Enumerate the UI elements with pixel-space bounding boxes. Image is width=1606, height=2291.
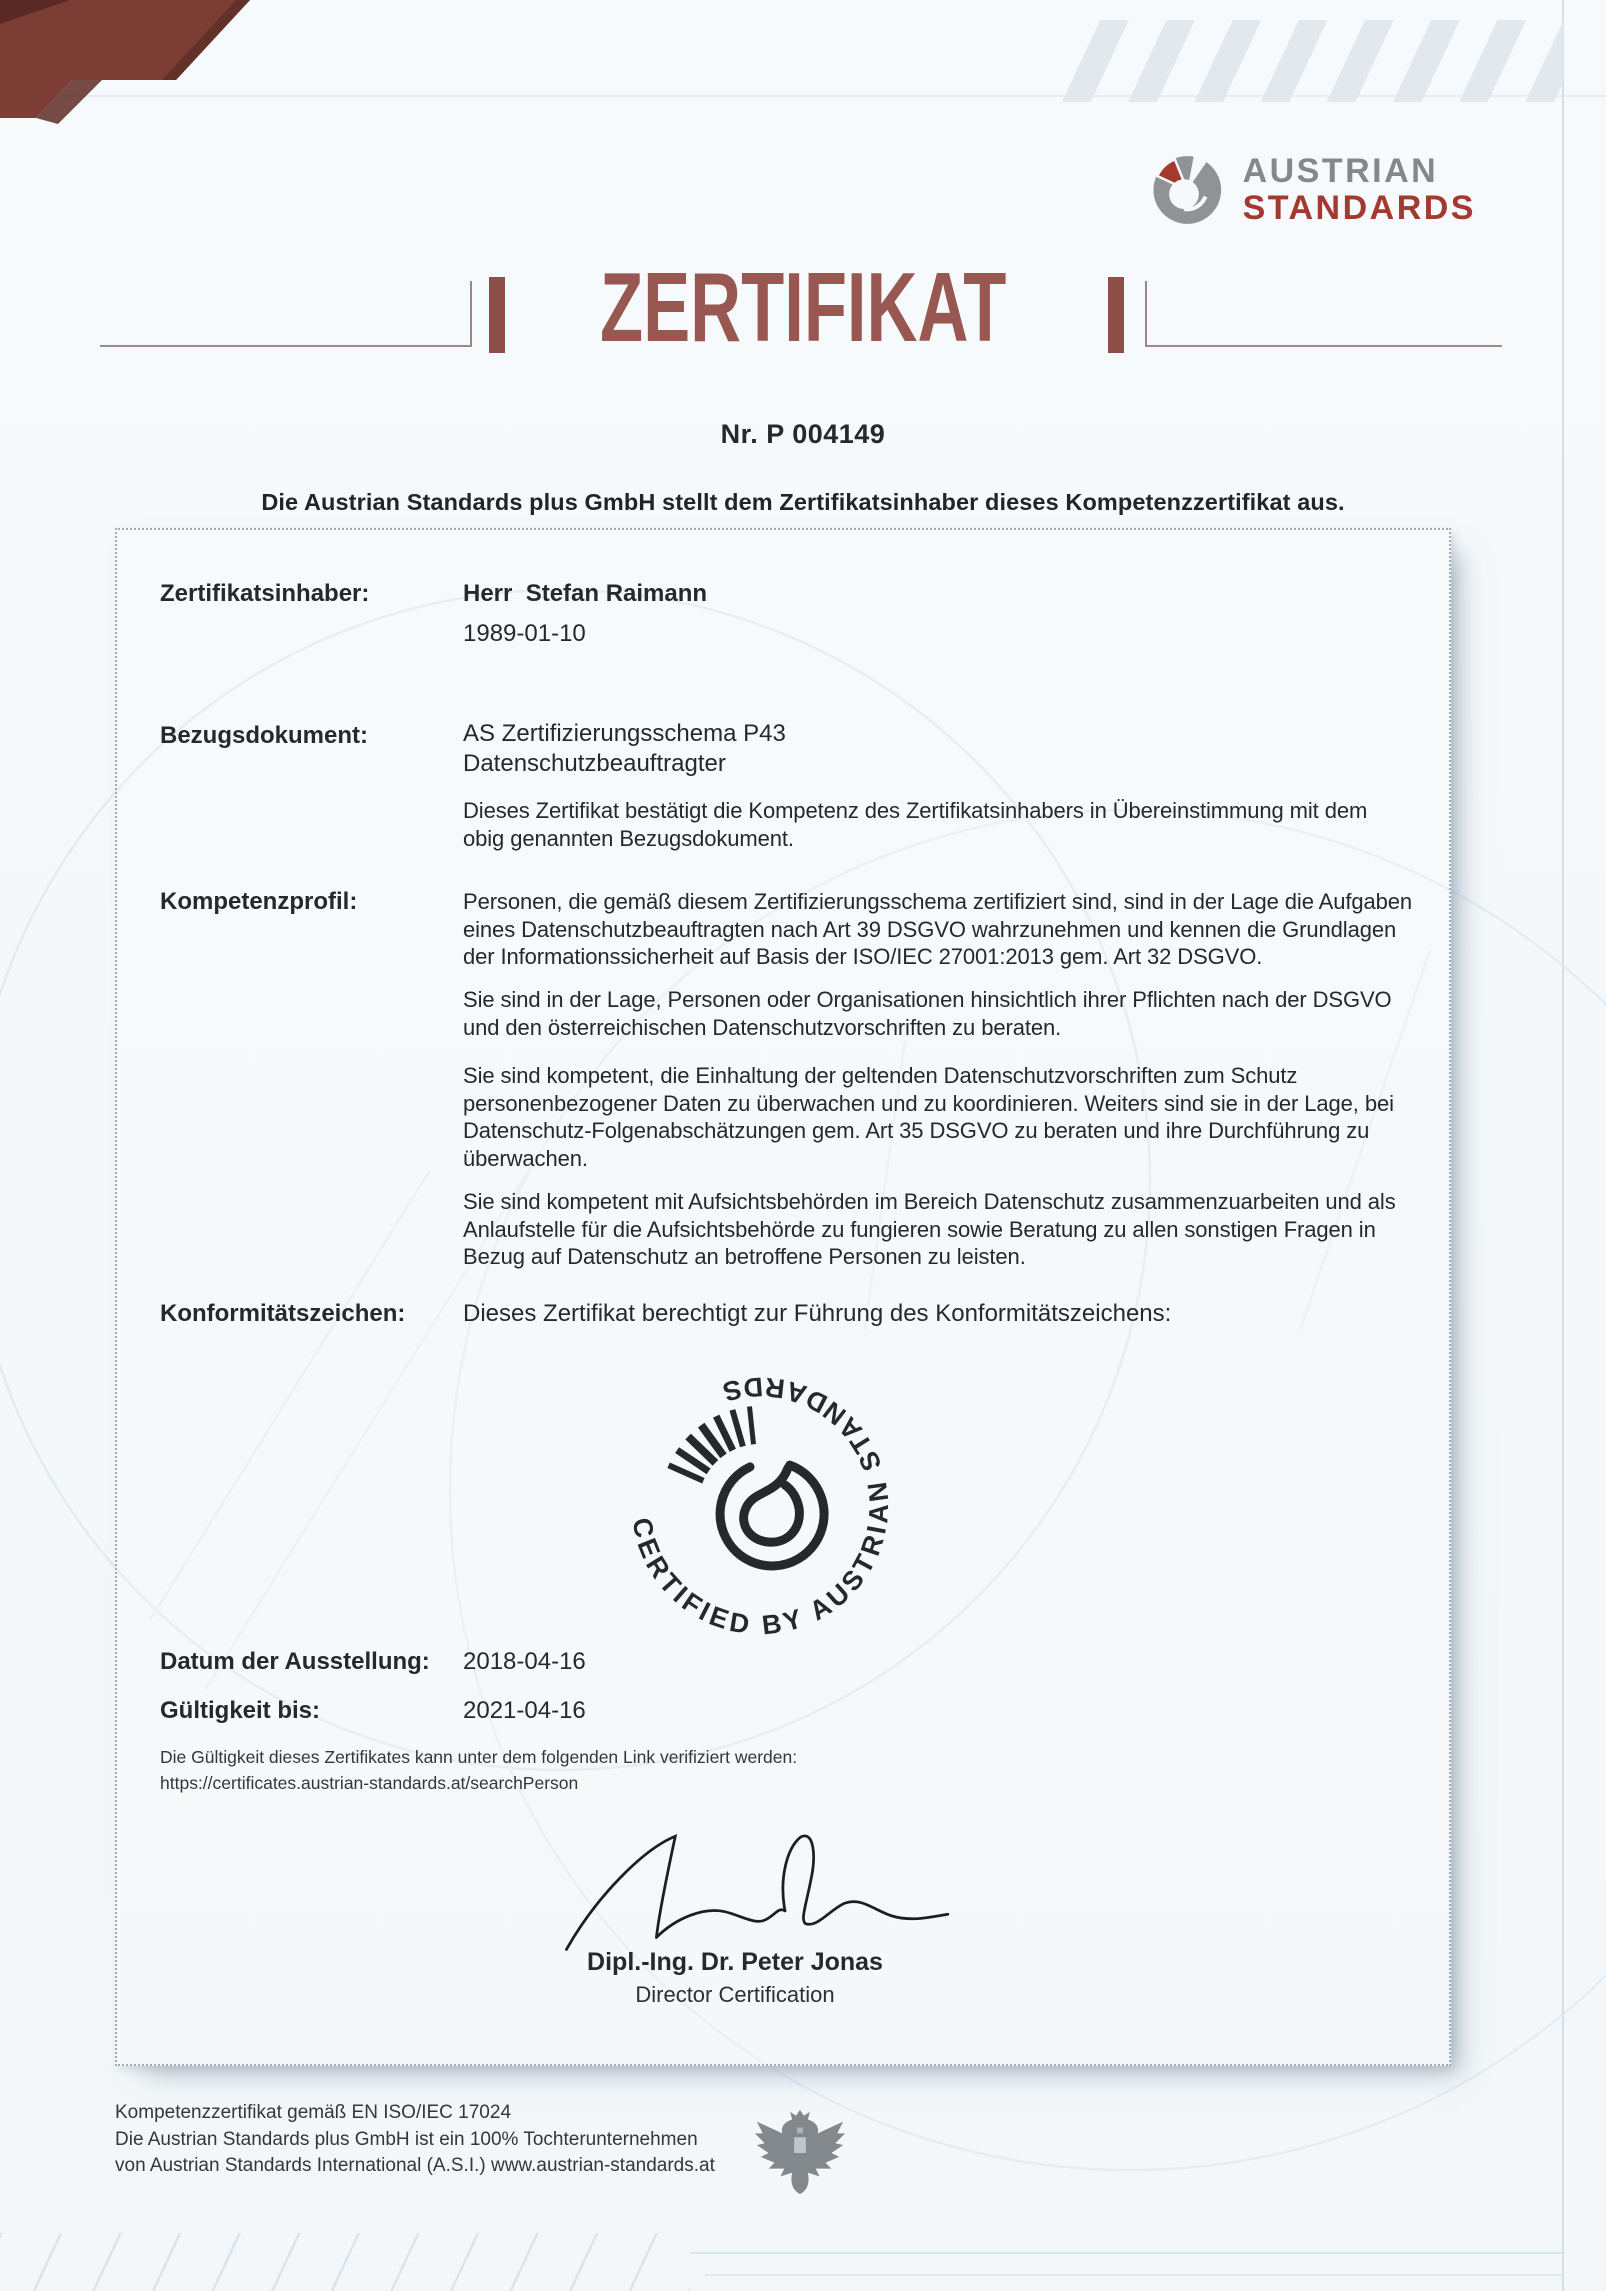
reference-label: Bezugsdokument:	[160, 722, 369, 749]
issue-date-label: Datum der Ausstellung:	[160, 1648, 430, 1675]
corner-banner-decoration	[0, 0, 300, 140]
verification-url: https://certificates.austrian-standards.at/searchPerson	[160, 1773, 579, 1793]
reference-scheme: AS Zertifizierungsschema P43	[463, 720, 786, 747]
document-title: ZERTIFIKAT	[599, 252, 1007, 362]
title-bar-thick-right	[1108, 277, 1124, 353]
certificate-number: Nr. P 004149	[720, 419, 886, 449]
austrian-standards-logo-icon	[1146, 141, 1229, 239]
issue-date-value: 2018-04-16	[463, 1648, 586, 1675]
brand-name-line1: AUSTRIAN	[1242, 152, 1439, 190]
competence-paragraph-1: Personen, die gemäß diesem Zertifizierungsschema zertifiziert sind, sind in der Lage die Aufgaben eines Datenschutzbeauftragten nach Art 39 DSGVO wahrzunehmen und kennen die Grundlagen der Informationssicherheit auf Basis der ISO/IEC 27001:2013 gem. Art 32 DSGVO.	[463, 889, 1413, 969]
title-bar-thin-right	[1145, 281, 1147, 347]
competence-paragraph-2: Sie sind in der Lage, Personen oder Organisationen hinsichtlich ihrer Pflichten nach der DSGVO und den österreichischen Datenschutzvorschriften zu beraten.	[463, 987, 1392, 1040]
conformity-label: Konformitätszeichen:	[160, 1300, 406, 1327]
competence-paragraph-3: Sie sind kompetent, die Einhaltung der geltenden Datenschutzvorschriften zum Schutz personenbezogener Daten zu überwachen und zu koordinieren. Weiters sind sie in der Lage, bei Datenschutz-Folgenabschätzungen gem. Art 35 DSGVO zu beraten und ihre Durchführung zu überwachen.	[463, 1063, 1394, 1171]
austrian-standards-logo	[1146, 138, 1476, 242]
signatory-role: Director Certification	[635, 1982, 835, 2007]
intro-statement: Die Austrian Standards plus GmbH stellt dem Zertifikatsinhaber dieses Kompetenzzertifikat aus.	[261, 489, 1345, 515]
conformity-text: Dieses Zertifikat berechtigt zur Führung des Konformitätszeichens:	[463, 1300, 1172, 1327]
footer-line-2: Die Austrian Standards plus GmbH ist ein 100% Tochterunternehmen	[115, 2128, 698, 2150]
footer-text-block	[115, 2100, 715, 2180]
valid-until-value: 2021-04-16	[463, 1697, 586, 1724]
certified-by-austrian-standards-seal	[610, 1356, 910, 1656]
holder-birthdate: 1989-01-10	[463, 620, 586, 647]
brand-name-line2: STANDARDS	[1242, 189, 1476, 227]
diagonal-stripes-decoration	[1034, 20, 1564, 102]
competence-label: Kompetenzprofil:	[160, 888, 358, 915]
valid-until-label: Gültigkeit bis:	[160, 1697, 321, 1724]
holder-name: Herr Stefan Raimann	[463, 580, 708, 607]
svg-text:CERTIFIED BY AUSTRIAN STANDARD	[626, 1371, 894, 1640]
verification-note: Die Gültigkeit dieses Zertifikates kann unter dem folgenden Link verifiziert werden:	[160, 1747, 798, 1767]
signatory-name: Dipl.-Ing. Dr. Peter Jonas	[587, 1948, 883, 1976]
competence-paragraph-4: Sie sind kompetent mit Aufsichtsbehörden im Bereich Datenschutz zusammenzuarbeiten und als Anlaufstelle für die Aufsichtsbehörde zu fungieren sowie Beratung zu allen sonstigen Fragen in Bezug auf Datenschutz an betroffene Personen zu leisten.	[463, 1189, 1396, 1269]
signature-handwriting	[545, 1822, 1025, 1962]
holder-label: Zertifikatsinhaber:	[160, 580, 370, 607]
reference-note: Dieses Zertifikat bestätigt die Kompetenz des Zertifikatsinhabers in Übereinstimmung mit dem obig genannten Bezugsdokument.	[463, 798, 1368, 851]
document-title-wrap	[0, 252, 1606, 362]
footer-line-1: Kompetenzzertifikat gemäß EN ISO/IEC 17024	[115, 2102, 512, 2123]
title-rule-right	[1147, 345, 1502, 347]
bottom-stripes-decoration	[0, 2233, 690, 2291]
seal-text: CERTIFIED BY AUSTRIAN STANDARDS	[626, 1371, 895, 1641]
austrian-eagle-emblem	[748, 2104, 852, 2202]
footer-line-3: von Austrian Standards International (A.S.I.) www.austrian-standards.at	[115, 2155, 715, 2176]
reference-subject: Datenschutzbeauftragter	[463, 750, 726, 777]
